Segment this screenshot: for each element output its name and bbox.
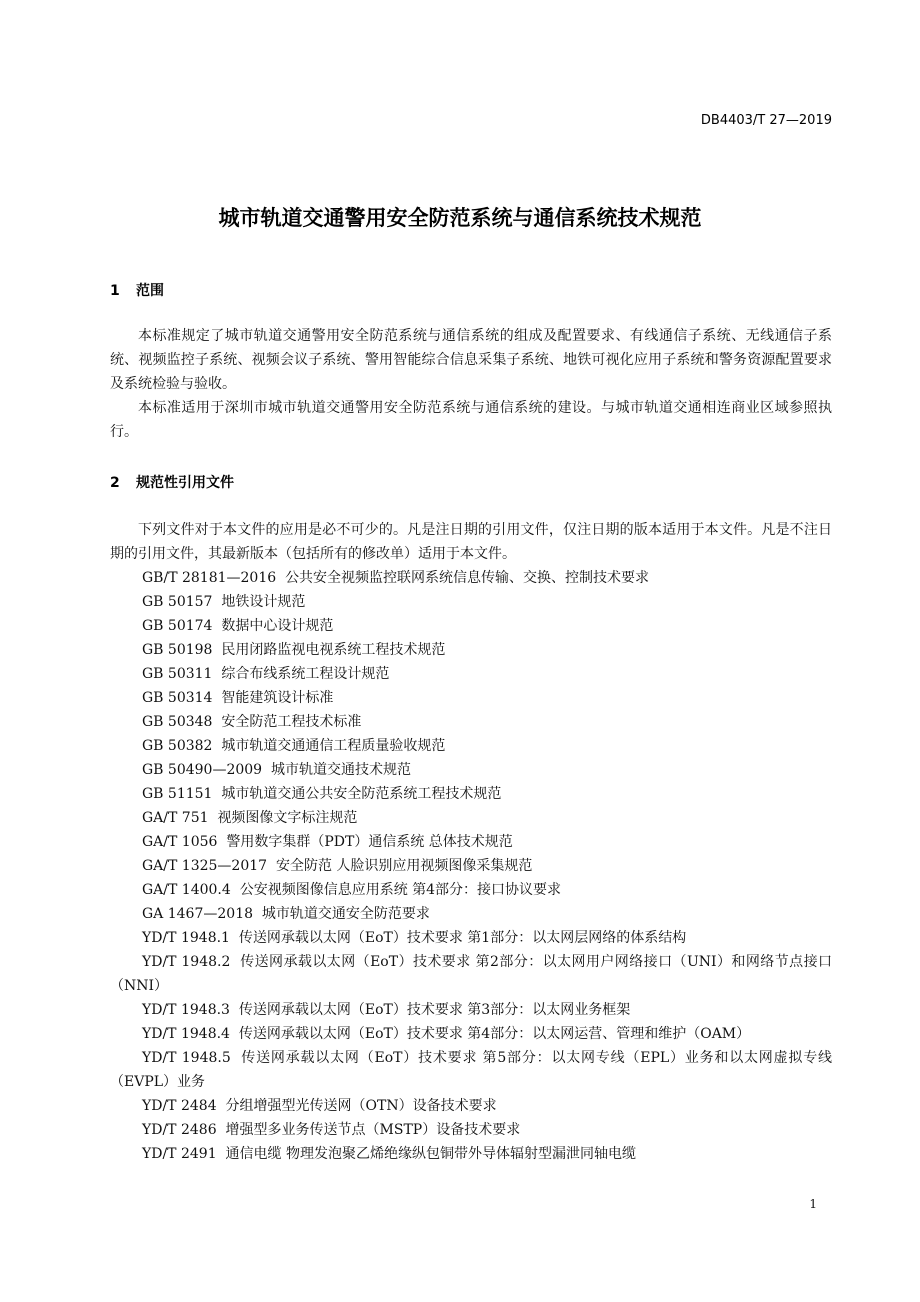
reference-title: 传送网承载以太网（EoT）技术要求 第2部分：以太网用户网络接口（UNI）和网络节点接口（NNI） [110, 954, 833, 994]
reference-item [110, 686, 832, 710]
reference-title: 安全防范工程技术标准 [221, 714, 362, 730]
reference-item [110, 878, 832, 902]
section-1-heading [110, 280, 164, 300]
reference-title: 数据中心设计规范 [221, 618, 334, 634]
reference-title: 城市轨道交通安全防范要求 [261, 906, 430, 922]
reference-code: GA 1467—2018 [142, 906, 254, 922]
reference-item [110, 590, 832, 614]
reference-item [110, 710, 832, 734]
reference-title: 增强型多业务传送节点（MSTP）设备技术要求 [225, 1122, 521, 1138]
reference-item [110, 1118, 832, 1142]
reference-code: GB 50174 [142, 618, 213, 634]
reference-code: YD/T 2491 [142, 1146, 217, 1162]
reference-item [110, 614, 832, 638]
reference-code: GA/T 751 [142, 810, 209, 826]
section-number: 1 [110, 283, 120, 299]
reference-item [110, 1022, 832, 1046]
reference-title: 公共安全视频监控联网系统信息传输、交换、控制技术要求 [285, 570, 650, 586]
references-intro-paragraph: 下列文件对于本文件的应用是必不可少的。凡是注日期的引用文件，仅注日期的版本适用于本文件。凡是不注日期的引用文件，其最新版本（包括所有的修改单）适用于本文件。 [110, 522, 832, 562]
reference-title: 警用数字集群（PDT）通信系统 总体技术规范 [226, 834, 513, 850]
reference-code: GB 50311 [142, 666, 213, 682]
reference-item [110, 926, 832, 950]
reference-title: 智能建筑设计标准 [221, 690, 334, 706]
reference-item [110, 950, 832, 998]
reference-item [110, 1094, 832, 1118]
reference-title: 综合布线系统工程设计规范 [221, 666, 390, 682]
reference-title: 分组增强型光传送网（OTN）设备技术要求 [225, 1098, 497, 1114]
reference-item [110, 902, 832, 926]
reference-list [110, 566, 832, 1166]
reference-title: 安全防范 人脸识别应用视频图像采集规范 [275, 858, 533, 874]
reference-item [110, 566, 832, 590]
reference-code: GB 50198 [142, 642, 213, 658]
reference-item [110, 758, 832, 782]
reference-title: 公安视频图像信息应用系统 第4部分：接口协议要求 [239, 882, 562, 898]
reference-item [110, 854, 832, 878]
reference-code: YD/T 1948.1 [142, 930, 230, 946]
reference-code: YD/T 1948.4 [142, 1026, 230, 1042]
reference-title: 民用闭路监视电视系统工程技术规范 [221, 642, 446, 658]
reference-code: GB 50314 [142, 690, 213, 706]
document-title: 城市轨道交通警用安全防范系统与通信系统技术规范 [218, 206, 702, 230]
reference-code: GA/T 1325—2017 [142, 858, 268, 874]
reference-code: GB 50490—2009 [142, 762, 263, 778]
reference-item [110, 998, 832, 1022]
reference-title: 传送网承载以太网（EoT）技术要求 第3部分：以太网业务框架 [238, 1002, 631, 1018]
reference-code: GB 50382 [142, 738, 213, 754]
reference-item [110, 734, 832, 758]
reference-title: 城市轨道交通通信工程质量验收规范 [221, 738, 446, 754]
reference-code: GB 50348 [142, 714, 213, 730]
reference-code: YD/T 2484 [142, 1098, 217, 1114]
scope-paragraph-2: 本标准适用于深圳市城市轨道交通警用安全防范系统与通信系统的建设。与城市轨道交通相连商业区域参照执行。 [110, 400, 832, 440]
section-2-heading [110, 472, 234, 492]
reference-title: 通信电缆 物理发泡聚乙烯绝缘纵包铜带外导体辐射型漏泄同轴电缆 [225, 1146, 636, 1162]
scope-paragraph-1: 本标准规定了城市轨道交通警用安全防范系统与通信系统的组成及配置要求、有线通信子系统、无线通信子系统、视频监控子系统、视频会议子系统、警用智能综合信息采集子系统、地铁可视化应用子系统和警务资源配置要求及系统检验与验收。 [110, 328, 832, 392]
reference-title: 传送网承载以太网（EoT）技术要求 第1部分：以太网层网络的体系结构 [238, 930, 687, 946]
reference-item [110, 1046, 832, 1094]
reference-title: 城市轨道交通技术规范 [271, 762, 411, 778]
section-title: 范围 [136, 283, 164, 299]
reference-title: 传送网承载以太网（EoT）技术要求 第4部分：以太网运营、管理和维护（OAM） [238, 1026, 751, 1042]
reference-title: 地铁设计规范 [221, 594, 306, 610]
section-number: 2 [110, 475, 120, 491]
reference-code: GB/T 28181—2016 [142, 570, 277, 586]
reference-code: YD/T 1948.3 [142, 1002, 230, 1018]
reference-title: 城市轨道交通公共安全防范系统工程技术规范 [221, 786, 502, 802]
reference-item [110, 782, 832, 806]
reference-code: YD/T 2486 [142, 1122, 217, 1138]
reference-item [110, 830, 832, 854]
reference-code: GB 50157 [142, 594, 213, 610]
reference-item [110, 1142, 832, 1166]
section-title: 规范性引用文件 [136, 475, 234, 491]
page-number: 1 [809, 1197, 817, 1211]
reference-item [110, 806, 832, 830]
reference-item [110, 638, 832, 662]
reference-code: GB 51151 [142, 786, 213, 802]
reference-title: 传送网承载以太网（EoT）技术要求 第5部分：以太网专线（EPL）业务和以太网虚拟专线（EVPL）业务 [110, 1050, 832, 1090]
reference-title: 视频图像文字标注规范 [217, 810, 358, 826]
document-code: DB4403/T 27—2019 [700, 113, 832, 128]
reference-code: YD/T 1948.2 [142, 954, 231, 970]
reference-code: YD/T 1948.5 [142, 1050, 231, 1066]
reference-item [110, 662, 832, 686]
reference-code: GA/T 1056 [142, 834, 218, 850]
reference-code: GA/T 1400.4 [142, 882, 231, 898]
